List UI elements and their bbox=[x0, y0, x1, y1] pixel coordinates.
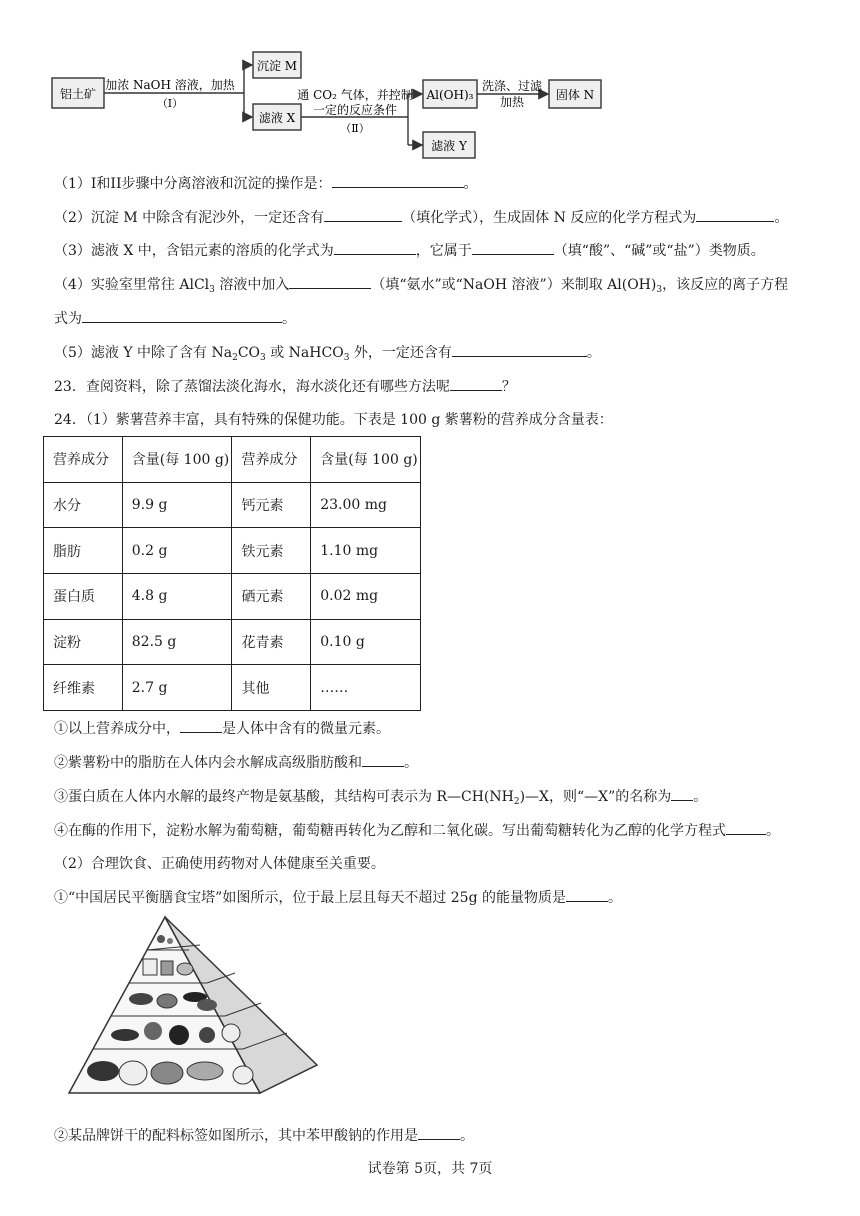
table-cell: 铁元素 bbox=[232, 528, 311, 574]
table-cell: 花青素 bbox=[232, 619, 311, 665]
answer-blank[interactable] bbox=[180, 718, 222, 733]
process-flowchart bbox=[0, 0, 860, 165]
flow-precipitate-m: 沉淀 M bbox=[256, 59, 298, 73]
flow-solid-n: 固体 N bbox=[555, 88, 595, 102]
q22-part5: （5）滤液 Y 中除了含有 $Na_2CO_3$ 或 NaHCO$_3$ 外，一定还含有 。 bbox=[54, 342, 601, 368]
flow-filtrate-y: 滤液 Y bbox=[431, 139, 467, 153]
table-row bbox=[44, 665, 421, 711]
table-cell: 钙元素 bbox=[232, 482, 311, 528]
table-cell: 1.10 mg bbox=[311, 528, 421, 574]
q24-part2-sub2: ②某品牌饼干的配料标签如图所示，其中苯甲酸钠的作用是 。 bbox=[54, 1125, 474, 1146]
q24-sub2: ②紫薯粉中的脂肪在人体内会水解成高级脂肪酸和 。 bbox=[54, 752, 418, 773]
q24-part2-sub1: ①“中国居民平衡膳食宝塔”如图所示，位于最上层且每天不超过 25g 的能量物质是 。 bbox=[54, 887, 622, 908]
q22-part4-cont: 式为 。 bbox=[54, 308, 296, 329]
q22-part4: （4）实验室里常往 AlCl$_3$ 溶液中加入 （填“氨水”或“NaOH 溶液”）来制取 $Al(OH)_3$，该反应的离子方程 bbox=[54, 274, 788, 300]
flow-step3-line2: 加热 bbox=[499, 95, 525, 109]
table-cell: 纤维素 bbox=[44, 665, 123, 711]
page-footer: 试卷第 5页，共 7页 bbox=[367, 1161, 493, 1177]
table-cell: …… bbox=[311, 665, 421, 711]
table-cell: 水分 bbox=[44, 482, 123, 528]
table-cell: 82.5 g bbox=[122, 619, 232, 665]
table-cell: 4.8 g bbox=[122, 574, 232, 620]
table-cell: 2.7 g bbox=[122, 665, 232, 711]
flow-step2-line2: 一定的反应条件 bbox=[312, 103, 398, 117]
q22-part3: （3）滤液 X 中，含铝元素的溶质的化学式为 ，它属于 （填“酸”、“碱”或“盐”）类物质。 bbox=[54, 240, 765, 261]
answer-blank[interactable] bbox=[472, 240, 554, 255]
food-pyramid-illustration bbox=[55, 915, 325, 1105]
table-cell: 蛋白质 bbox=[44, 574, 123, 620]
answer-blank[interactable] bbox=[671, 786, 693, 801]
table-header: 含量(每 100 g) bbox=[311, 437, 421, 483]
table-cell: 0.2 g bbox=[122, 528, 232, 574]
answer-blank[interactable] bbox=[452, 342, 587, 357]
table-header: 含量(每 100 g) bbox=[122, 437, 232, 483]
nutrition-table bbox=[43, 436, 421, 711]
q22-part1: （1）I和II步骤中分离溶液和沉淀的操作是： 。 bbox=[54, 173, 478, 194]
q24-sub3: ③蛋白质在人体内水解的最终产物是氨基酸，其结构可表示为 $R—CH(NH_2)—X$，则“—X”的名称为 。 bbox=[54, 786, 707, 812]
table-header: 营养成分 bbox=[44, 437, 123, 483]
q24-part2: （2）合理饮食、正确使用药物对人体健康至关重要。 bbox=[54, 856, 385, 872]
table-cell: 淀粉 bbox=[44, 619, 123, 665]
flow-step3-line1: 洗涤、过滤 bbox=[481, 79, 543, 93]
table-row bbox=[44, 574, 421, 620]
table-cell: 9.9 g bbox=[122, 482, 232, 528]
flow-step2-num: （Ⅱ） bbox=[340, 122, 370, 135]
table-row bbox=[44, 528, 421, 574]
answer-blank[interactable] bbox=[334, 240, 416, 255]
q23: 23．查阅资料，除了蒸馏法淡化海水，海水淡化还有哪些方法呢 ？ bbox=[54, 376, 516, 397]
answer-blank[interactable] bbox=[726, 820, 766, 835]
q24-sub1: ①以上营养成分中， 是人体中含有的微量元素。 bbox=[54, 718, 390, 739]
answer-blank[interactable] bbox=[82, 308, 282, 323]
flow-filtrate-x: 滤液 X bbox=[258, 111, 296, 125]
table-row bbox=[44, 482, 421, 528]
q24-intro: 24．（1）紫薯营养丰富，具有特殊的保健功能。下表是 100 g 紫薯粉的营养成分含量表： bbox=[54, 412, 613, 428]
answer-blank[interactable] bbox=[324, 207, 402, 222]
table-cell: 0.10 g bbox=[311, 619, 421, 665]
answer-blank[interactable] bbox=[696, 207, 774, 222]
table-cell: 硒元素 bbox=[232, 574, 311, 620]
table-cell: 脂肪 bbox=[44, 528, 123, 574]
q22-part2: （2）沉淀 M 中除含有泥沙外，一定还含有 （填化学式），生成固体 N 反应的化学方程式为 。 bbox=[54, 207, 788, 228]
flow-step1: 加浓 NaOH 溶液，加热 bbox=[105, 78, 235, 92]
answer-blank[interactable] bbox=[450, 376, 502, 391]
answer-blank[interactable] bbox=[418, 1125, 460, 1140]
answer-blank[interactable] bbox=[289, 274, 371, 289]
table-row bbox=[44, 619, 421, 665]
answer-blank[interactable] bbox=[332, 173, 464, 188]
flow-step2-line1: 通 CO₂ 气体，并控制 bbox=[297, 88, 413, 102]
flow-start: 铝土矿 bbox=[59, 87, 97, 101]
answer-blank[interactable] bbox=[566, 887, 608, 902]
table-cell: 其他 bbox=[232, 665, 311, 711]
flow-step1-num: （Ⅰ） bbox=[156, 97, 184, 110]
table-header: 营养成分 bbox=[232, 437, 311, 483]
q24-sub4: ④在酶的作用下，淀粉水解为葡萄糖，葡萄糖再转化为乙醇和二氧化碳。写出葡萄糖转化为乙醇的化学方程式 。 bbox=[54, 820, 780, 841]
answer-blank[interactable] bbox=[362, 752, 404, 767]
flow-aloh3: Al(OH)₃ bbox=[426, 88, 474, 102]
table-cell: 0.02 mg bbox=[311, 574, 421, 620]
table-cell: 23.00 mg bbox=[311, 482, 421, 528]
table-header-row bbox=[44, 437, 421, 483]
